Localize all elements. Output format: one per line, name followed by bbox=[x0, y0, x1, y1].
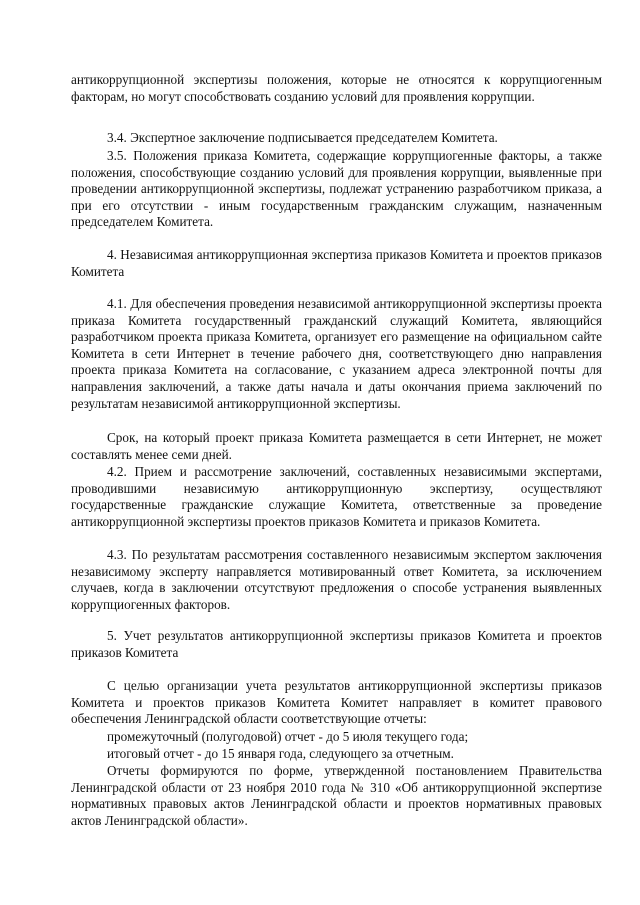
paragraph-reporting: С целью организации учета результатов антикоррупционной экспертизы приказов Комитета и проектов приказов Комитета Комитет направляет в комитет правового обеспечения Ленинградской области соответствующие отчеты: bbox=[71, 678, 602, 727]
section-heading-5: 5. Учет результатов антикоррупционной экспертизы приказов Комитета и проектов приказов Комитета bbox=[71, 628, 602, 660]
paragraph-3-4: 3.4. Экспертное заключение подписывается председателем Комитета. bbox=[107, 130, 498, 145]
paragraph-final-report: итоговый отчет - до 15 января года, следующего за отчетным. bbox=[107, 746, 454, 761]
paragraph-4-2: 4.2. Прием и рассмотрение заключений, составленных независимыми экспертами, проводившими независимую антикоррупционную экспертизу, осуществляют государственные гражданские служащие Комитета, ответственные за проведение антикоррупционной экспертизы проектов приказов Комитета и приказов Комитета. bbox=[71, 464, 602, 529]
paragraph-4-1: 4.1. Для обеспечения проведения независимой антикоррупционной экспертизы проекта приказа Комитета государственный гражданский служащий Комитета, являющийся разработчиком проекта приказа Комитета, организует его размещение на официальном сайте Комитета в сети Интернет в течение рабочего дня, соответствующего дню направления проекта приказа Комитета на согласование, с указанием адреса электронной почты для направления заключений, а также даты начала и даты окончания приема заключений по результатам независимой антикоррупционной экспертизы. bbox=[71, 296, 602, 411]
paragraph-4-3: 4.3. По результатам рассмотрения составленного независимым экспертом заключения независимому эксперту направляется мотивированный ответ Комитета, за исключением случаев, когда в заключении отсутствуют предложения о способе устранения выявленных коррупциогенных факторов. bbox=[71, 547, 602, 612]
paragraph-term: Срок, на который проект приказа Комитета размещается в сети Интернет, не может составлять менее семи дней. bbox=[71, 430, 602, 462]
paragraph-reports-form: Отчеты формируются по форме, утвержденной постановлением Правительства Ленинградской области от 23 ноября 2010 года № 310 «Об антикоррупционной экспертизе нормативных правовых актов Ленинградской области и проектов нормативных правовых актов Ленинградской области». bbox=[71, 763, 602, 828]
paragraph-interim-report: промежуточный (полугодовой) отчет - до 5 июля текущего года; bbox=[107, 729, 469, 744]
paragraph-continuation: антикоррупционной экспертизы положения, которые не относятся к коррупциогенным факторам, но могут способствовать созданию условий для проявления коррупции. bbox=[71, 72, 602, 104]
paragraph-3-5: 3.5. Положения приказа Комитета, содержащие коррупциогенные факторы, а также положения, способствующие созданию условий для проявления коррупции, выявленные при проведении антикоррупционной экспертизы, подлежат устранению разработчиком приказа, а при его отсутствии - иным государственным гражданским служащим, назначенным председателем Комитета. bbox=[71, 148, 602, 230]
section-heading-4: 4. Независимая антикоррупционная экспертиза приказов Комитета и проектов приказов Комитета bbox=[71, 247, 602, 279]
